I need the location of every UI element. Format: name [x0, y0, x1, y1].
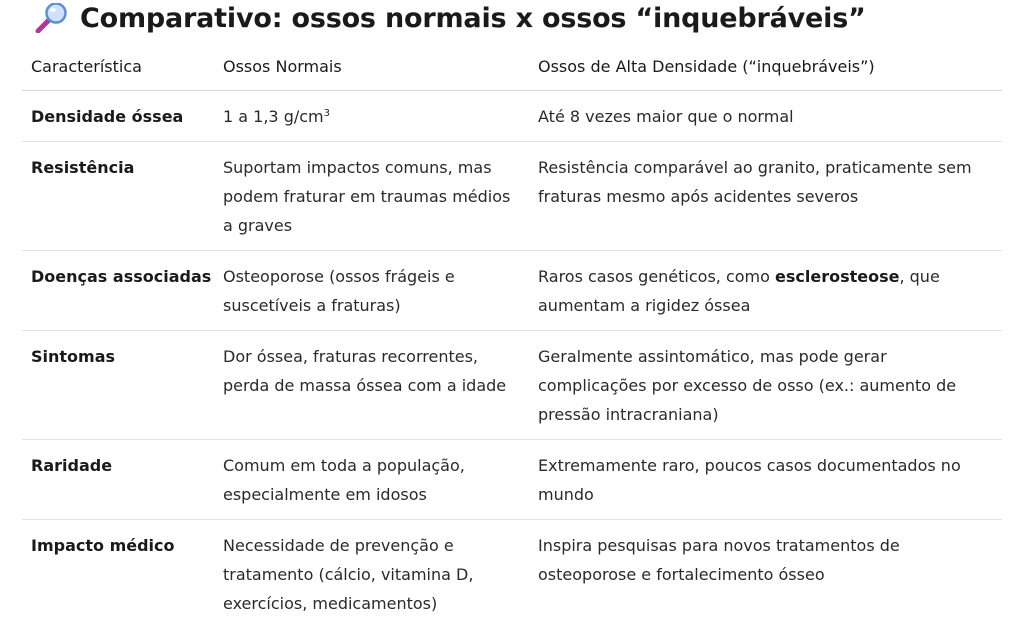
column-header-feature: Característica [22, 46, 214, 91]
section-heading [34, 0, 866, 36]
row-dense: Inspira pesquisas para novos tratamentos de osteoporose e fortalecimento ósseo [529, 520, 1002, 628]
column-header-normal: Ossos Normais [214, 46, 529, 91]
row-dense: Resistência comparável ao granito, praticamente sem fraturas mesmo após acidentes severos [529, 142, 1002, 251]
row-dense: Geralmente assintomático, mas pode gerar complicações por excesso de osso (ex.: aumento de pressão intracraniana) [529, 331, 1002, 440]
table-row [22, 251, 1002, 331]
row-feature: Densidade óssea [22, 91, 214, 142]
superscript: 3 [324, 108, 330, 119]
text-segment: Raros casos genéticos, como [538, 267, 775, 286]
magnifying-glass-icon [34, 3, 70, 33]
table-row [22, 331, 1002, 440]
page-title: Comparativo: ossos normais x ossos “inquebráveis” [80, 3, 866, 34]
table-row [22, 142, 1002, 251]
table-row [22, 520, 1002, 628]
row-feature: Raridade [22, 440, 214, 520]
row-feature: Doenças associadas [22, 251, 214, 331]
bold-term: esclerosteose [775, 267, 899, 286]
table-header-row [22, 46, 1002, 91]
table-row [22, 440, 1002, 520]
text-segment: , que aumentam a rigidez óssea [538, 267, 940, 315]
row-feature: Resistência [22, 142, 214, 251]
row-dense [529, 251, 1002, 331]
comparison-table [22, 46, 1002, 628]
row-feature: Sintomas [22, 331, 214, 440]
row-normal [214, 91, 529, 142]
column-header-dense: Ossos de Alta Densidade (“inquebráveis”) [529, 46, 1002, 91]
table-row [22, 91, 1002, 142]
row-normal: Comum em toda a população, especialmente em idosos [214, 440, 529, 520]
row-dense: Até 8 vezes maior que o normal [529, 91, 1002, 142]
row-normal: Necessidade de prevenção e tratamento (cálcio, vitamina D, exercícios, medicamentos) [214, 520, 529, 628]
density-value: 1 a 1,3 g/cm [223, 107, 324, 126]
row-normal: Suportam impactos comuns, mas podem fraturar em traumas médios a graves [214, 142, 529, 251]
row-dense: Extremamente raro, poucos casos documentados no mundo [529, 440, 1002, 520]
row-normal: Osteoporose (ossos frágeis e suscetíveis a fraturas) [214, 251, 529, 331]
row-normal: Dor óssea, fraturas recorrentes, perda de massa óssea com a idade [214, 331, 529, 440]
row-feature: Impacto médico [22, 520, 214, 628]
